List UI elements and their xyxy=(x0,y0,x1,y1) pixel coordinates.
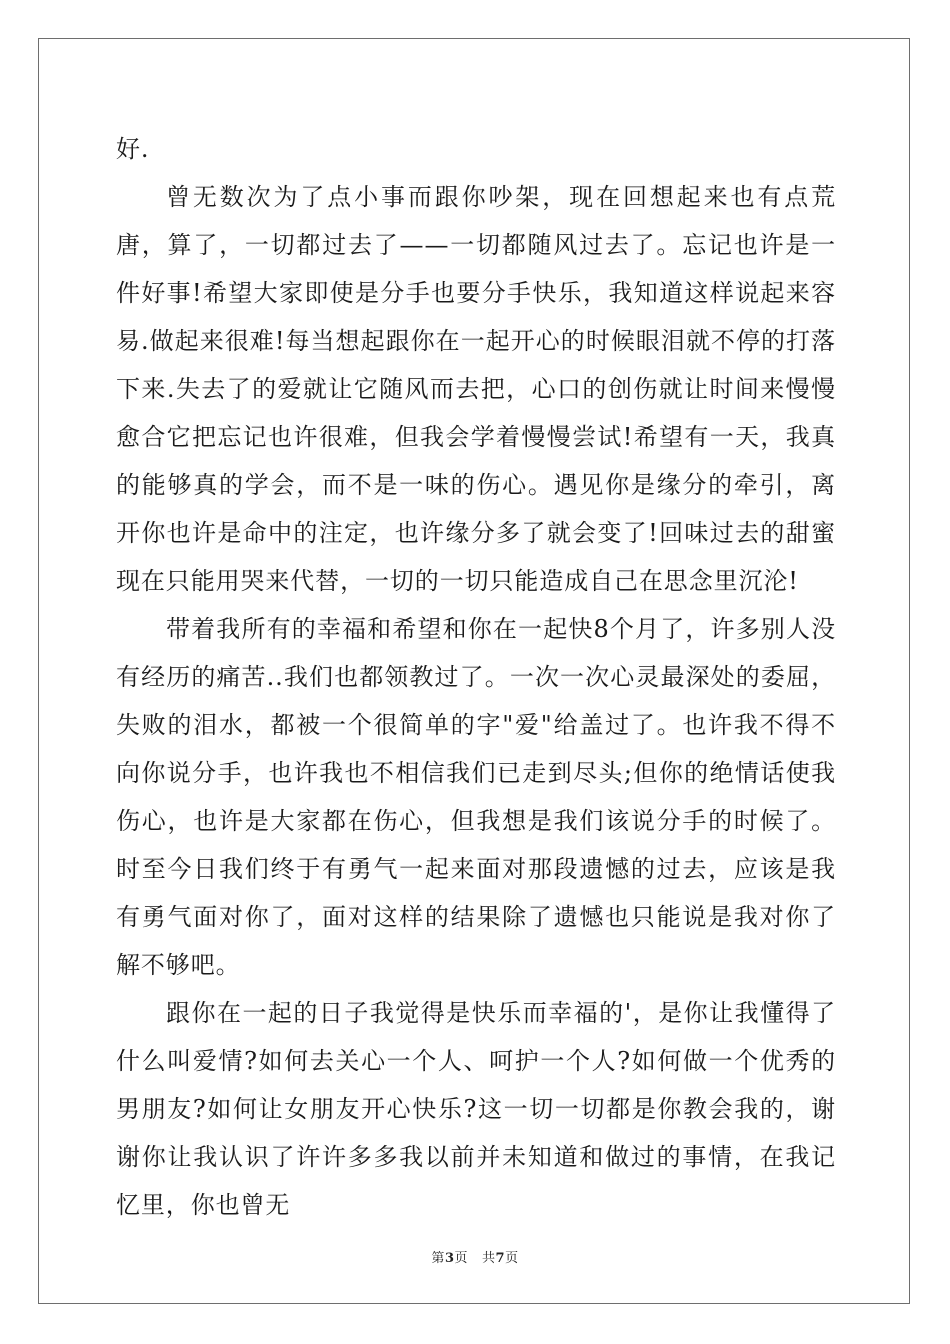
page-footer xyxy=(0,1247,950,1266)
current-page-number: 3 xyxy=(444,1251,455,1266)
paragraph-4: 跟你在一起的日子我觉得是快乐而幸福的'，是你让我懂得了什么叫爱情?如何去关心一个人、呵护一个人?如何做一个优秀的男朋友?如何让女朋友开心快乐?这一切一切都是你教会我的，谢谢你让我认识了许许多多我以前并未知道和做过的事情，在我记忆里，你也曾无 xyxy=(116,999,836,1219)
paragraph-1: 好. xyxy=(116,135,150,163)
paragraph-3: 带着我所有的幸福和希望和你在一起快8个月了，许多别人没有经历的痛苦..我们也都领教过了。一次一次心灵最深处的委屈，失败的泪水，都被一个很简单的字"爱"给盖过了。也许我不得不向你说分手，也许我也不相信我们已走到尽头;但你的绝情话使我伤心，也许是大家都在伤心，但我想是我们该说分手的时候了。时至今日我们终于有勇气一起来面对那段遗憾的过去，应该是我有勇气面对你了，面对这样的结果除了遗憾也只能说是我对你了解不够吧。 xyxy=(116,615,836,979)
total-page-number: 7 xyxy=(495,1251,506,1266)
paragraph-2: 曾无数次为了点小事而跟你吵架，现在回想起来也有点荒唐，算了，一切都过去了——一切都随风过去了。忘记也许是一件好事!希望大家即使是分手也要分手快乐，我知道这样说起来容易.做起来很难!每当想起跟你在一起开心的时候眼泪就不停的打落下来.失去了的爱就让它随风而去把，心口的创伤就让时间来慢慢愈合它把忘记也许很难，但我会学着慢慢尝试!希望有一天，我真的能够真的学会，而不是一味的伤心。遇见你是缘分的牵引，离开你也许是命中的注定，也许缘分多了就会变了!回味过去的甜蜜现在只能用哭来代替，一切的一切只能造成自己在思念里沉沦! xyxy=(116,183,836,595)
document-body xyxy=(116,125,836,1229)
page-total: 共7页 xyxy=(482,1251,519,1266)
page-number: 第3页 xyxy=(431,1251,468,1266)
